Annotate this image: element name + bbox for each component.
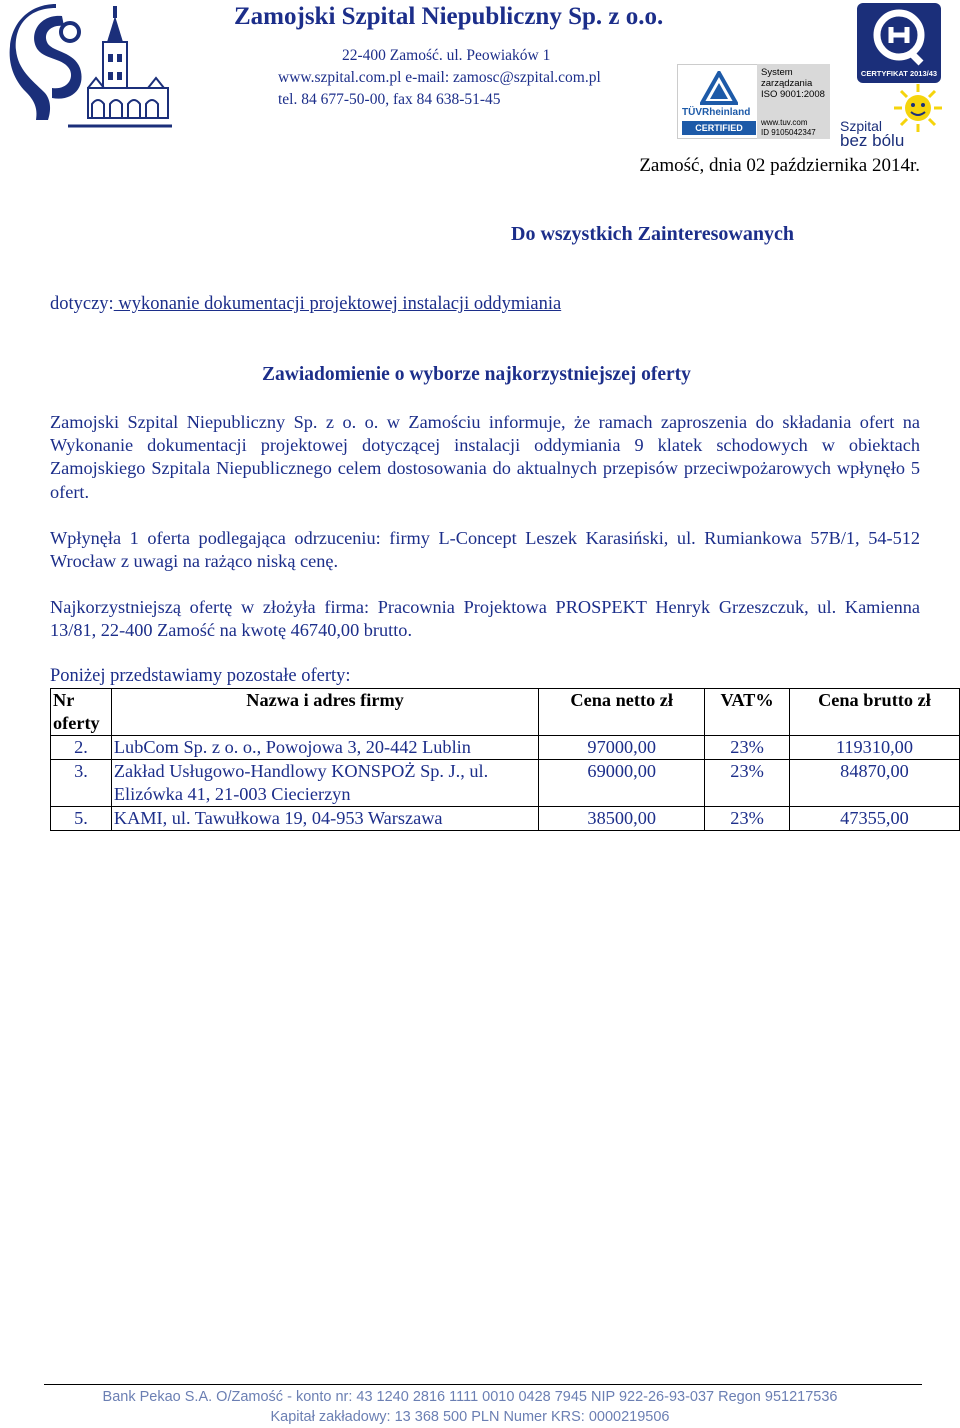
header-nr: Nr oferty bbox=[51, 689, 112, 736]
cell-name: LubCom Sp. z o. o., Powojowa 3, 20-442 Lublin bbox=[111, 736, 538, 760]
cell-vat: 23% bbox=[705, 760, 790, 807]
hospital-name: Zamojski Szpital Niepubliczny Sp. z o.o. bbox=[234, 3, 664, 30]
letter-date: Zamość, dnia 02 października 2014r. bbox=[639, 155, 920, 176]
cell-net: 97000,00 bbox=[539, 736, 705, 760]
cell-name: Zakład Usługowo-Handlowy KONSPOŻ Sp. J., ul. Elizówka 41, 21-003 Ciecierzyn bbox=[111, 760, 538, 807]
cell-gross: 119310,00 bbox=[789, 736, 959, 760]
tuv-certificate-logo bbox=[677, 64, 761, 139]
cell-net: 38500,00 bbox=[539, 807, 705, 831]
table-row bbox=[51, 807, 960, 831]
cell-gross: 84870,00 bbox=[789, 760, 959, 807]
paragraph-rejected bbox=[50, 527, 920, 573]
addressee: Do wszystkich Zainteresowanych bbox=[511, 223, 794, 245]
hospital-logo bbox=[8, 2, 172, 130]
cell-vat: 23% bbox=[705, 736, 790, 760]
footer-divider bbox=[44, 1384, 922, 1385]
iso-line3: ISO 9001:2008 bbox=[761, 89, 825, 100]
header-vat: VAT% bbox=[705, 689, 790, 736]
iso-line2: zarządzania bbox=[761, 78, 813, 89]
paragraph-text: Najkorzystniejszą ofertę w złożyła firma: Pracownia Projektowa PROSPEKT Henryk Grzeszczuk, ul. Kamienna 13/81, 22-400 Zamość na kwotę 46740,00 brutto. bbox=[50, 597, 920, 641]
regarding-line bbox=[50, 294, 561, 315]
bez-bolu-line1: Szpital bbox=[840, 118, 883, 134]
iso-line1: System bbox=[761, 67, 793, 78]
cell-vat: 23% bbox=[705, 807, 790, 831]
cell-nr: 5. bbox=[51, 807, 112, 831]
sun-icon bbox=[894, 84, 942, 132]
regarding-subject: wykonanie dokumentacji projektowej instalacji oddymiania bbox=[113, 294, 562, 314]
header-name: Nazwa i adres firmy bbox=[111, 689, 538, 736]
bez-bolu-line2: bez bólu bbox=[840, 131, 905, 150]
header-gross: Cena brutto zł bbox=[789, 689, 959, 736]
paragraph-text: Zamojski Szpital Niepubliczny Sp. z o. o. w Zamościu informuje, że ramach zaproszenia do składania ofert na Wykonanie dokumentacji projektowej dotyczącej instalacji oddymiania 9 klatek schodowych w obiektach Zamojskiego Szpitala Niepublicznego celem dostosowania do aktualnych przepisów przeciwpożarowych wpłynęło 5 ofert. bbox=[50, 412, 920, 502]
iso-web: www.tuv.com bbox=[761, 118, 808, 127]
regarding-prefix: dotyczy: bbox=[50, 294, 114, 314]
cell-nr: 2. bbox=[51, 736, 112, 760]
tuv-brand: TÜVRheinland bbox=[682, 107, 751, 118]
paragraph-winner bbox=[50, 596, 920, 642]
notice-title: Zawiadomienie o wyborze najkorzystniejszej oferty bbox=[262, 364, 691, 385]
table-row bbox=[51, 760, 960, 807]
q-cert-label: CERTYFIKAT 2013/43 bbox=[860, 69, 938, 78]
pain-free-hospital-logo bbox=[838, 84, 942, 150]
table-header-row bbox=[51, 689, 960, 736]
iso-id: ID 9105042347 bbox=[761, 128, 816, 137]
footer-bank-info: Bank Pekao S.A. O/Zamość - konto nr: 43 1240 2816 1111 0010 0428 7945 NIP 922-26-93-037 Regon 951217536 bbox=[102, 1389, 838, 1405]
paragraph-intro bbox=[50, 411, 920, 504]
hospital-phone-fax: tel. 84 677-50-00, fax 84 638-51-45 bbox=[278, 91, 501, 108]
quality-certificate-logo bbox=[857, 3, 941, 83]
table-row bbox=[51, 736, 960, 760]
tuv-certified-label: CERTIFIED bbox=[682, 121, 756, 135]
list-intro: Poniżej przedstawiamy pozostałe oferty: bbox=[50, 666, 351, 686]
cell-name: KAMI, ul. Tawułkowa 19, 04-953 Warszawa bbox=[111, 807, 538, 831]
tuv-triangle-icon bbox=[700, 71, 738, 105]
cell-net: 69000,00 bbox=[539, 760, 705, 807]
offers-table bbox=[50, 688, 960, 831]
footer-capital-info: Kapitał zakładowy: 13 368 500 PLN Numer KRS: 0000219506 bbox=[270, 1409, 670, 1425]
cell-nr: 3. bbox=[51, 760, 112, 807]
hospital-address: 22-400 Zamość. ul. Peowiaków 1 bbox=[342, 47, 551, 64]
iso-certificate-box bbox=[757, 64, 830, 139]
cell-gross: 47355,00 bbox=[789, 807, 959, 831]
paragraph-text: Wpłynęła 1 oferta podlegająca odrzuceniu: firmy L-Concept Leszek Karasiński, ul. Rumiankowa 57B/1, 54-512 Wrocław z uwagi na rażąco niską cenę. bbox=[50, 528, 920, 572]
header-net: Cena netto zł bbox=[539, 689, 705, 736]
hospital-web-email: www.szpital.com.pl e-mail: zamosc@szpital.com.pl bbox=[278, 69, 601, 86]
q-letter-icon bbox=[871, 7, 927, 67]
